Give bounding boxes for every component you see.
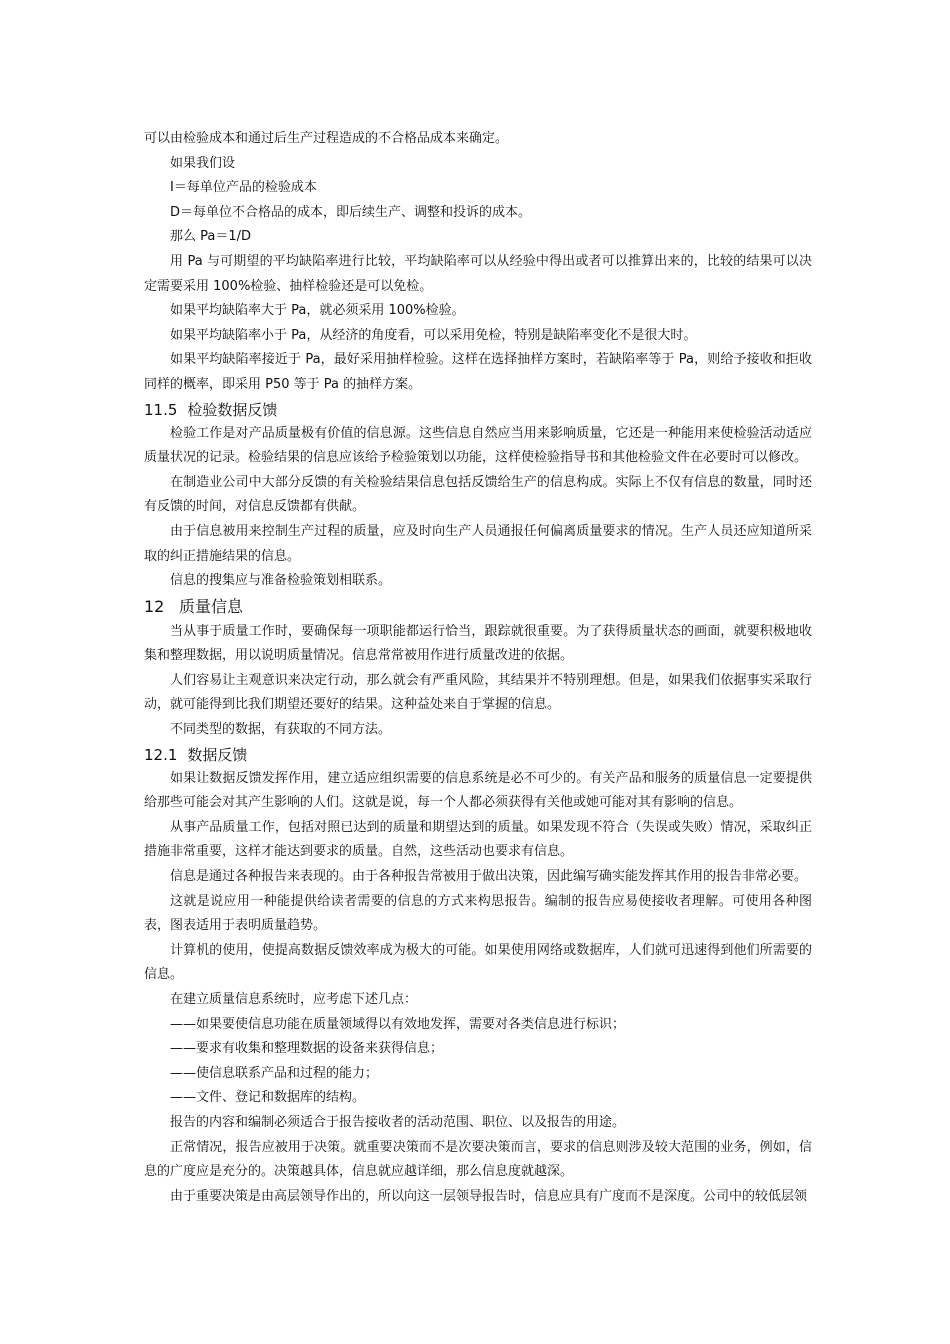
paragraph: 正常情况，报告应被用于决策。就重要决策而不是次要决策而言，要求的信息则涉及较大范围的业务，例如，信息的广度应是充分的。决策越具体，信息就应越详细，那么信息度就越深。 — [144, 1139, 812, 1180]
section-number: 11.5 — [144, 400, 178, 419]
paragraph: 在制造业公司中大部分反馈的有关检验结果信息包括反馈给生产的信息构成。实际上不仅有信息的数量，同时还有反馈的时间，对信息反馈都有供献。 — [144, 474, 812, 515]
document-body — [144, 127, 812, 1209]
paragraph: 信息的搜集应与准备检验策划相联系。 — [170, 573, 392, 589]
paragraph: 人们容易让主观意识来决定行动，那么就会有严重风险，其结果并不特别理想。但是，如果我们依据事实采取行动，就可能得到比我们期望还要好的结果。这种益处来自于掌握的信息。 — [144, 672, 812, 713]
list-item: ——使信息联系产品和过程的能力； — [170, 1065, 379, 1081]
section-number: 12.1 — [144, 745, 178, 764]
paragraph: 当从事于质量工作时，要确保每一项职能都运行恰当，跟踪就很重要。为了获得质量状态的画面，就要积极地收集和整理数据，用以说明质量情况。信息常常被用作进行质量改进的依据。 — [144, 623, 812, 664]
paragraph: 从事产品质量工作，包括对照已达到的质量和期望达到的质量。如果发现不符合（失误或失败）情况，采取纠正措施非常重要，这样才能达到要求的质量。自然，这些活动也要求有信息。 — [144, 819, 812, 860]
paragraph: 在建立质量信息系统时，应考虑下述几点： — [170, 992, 418, 1007]
paragraph: 这就是说应用一种能提供给读者需要的信息的方式来构思报告。编制的报告应易使接收者理解。可使用各种图表，图表适用于表明质量趋势。 — [144, 893, 812, 934]
chapter-title: 质量信息 — [179, 596, 244, 616]
paragraph: 检验工作是对产品质量极有价值的信息源。这些信息自然应当用来影响质量，它还是一种能用来使检验活动适应质量状况的记录。检验结果的信息应该给予检验策划以功能，这样使检验指导书和其他检验文件在必要时可以修改。 — [144, 425, 812, 466]
list-item: ——文件、登记和数据库的结构。 — [170, 1090, 366, 1106]
section-title: 检验数据反馈 — [187, 400, 278, 419]
paragraph: 如果平均缺陷率小于 Pa，从经济的角度看，可以采用免检，特别是缺陷率变化不是很大时。 — [170, 327, 697, 343]
paragraph: 不同类型的数据，有获取的不同方法。 — [170, 722, 392, 738]
paragraph: 计算机的使用，使提高数据反馈效率成为极大的可能。如果使用网络或数据库，人们就可迅速得到他们所需要的信息。 — [144, 942, 812, 983]
paragraph: 如果平均缺陷率大于 Pa，就必须采用 100%检验。 — [170, 303, 465, 319]
paragraph: 报告的内容和编制必须适合于报告接收者的活动范围、职位、以及报告的用途。 — [170, 1114, 626, 1130]
paragraph: 如果让数据反馈发挥作用，建立适应组织需要的信息系统是必不可少的。有关产品和服务的质量信息一定要提供给那些可能会对其产生影响的人们。这就是说，每一个人都必须获得有关他或她可能对其有影响的信息。 — [144, 770, 812, 811]
definition-line: D＝每单位不合格品的成本，即后续生产、调整和投诉的成本。 — [170, 204, 532, 220]
paragraph: 如果平均缺陷率接近于 Pa，最好采用抽样检验。这样在选择抽样方案时，若缺陷率等于 Pa，则给予接收和拒收同样的概率，即采用 P50 等于 Pa 的抽样方案。 — [144, 352, 812, 392]
paragraph: 由于重要决策是由高层领导作出的，所以向这一层领导报告时，信息应具有广度而不是深度。公司中的较低层领 — [170, 1188, 808, 1204]
chapter-number: 12 — [144, 596, 165, 616]
paragraph: 如果我们设 — [170, 155, 236, 171]
paragraph: 用 Pa 与可期望的平均缺陷率进行比较，平均缺陷率可以从经验中得出或者可以推算出来的，比较的结果可以决定需要采用 100%检验、抽样检验还是可以免检。 — [144, 253, 812, 294]
formula-line: 那么 Pa＝1/D — [170, 229, 252, 245]
list-item: ——如果要使信息功能在质量领域得以有效地发挥，需要对各类信息进行标识； — [170, 1016, 626, 1032]
list-item: ——要求有收集和整理数据的设备来获得信息； — [170, 1041, 444, 1057]
section-title: 数据反馈 — [187, 745, 248, 764]
paragraph: 信息是通过各种报告来表现的。由于各种报告常被用于做出决策，因此编写确实能发挥其作用的报告非常必要。 — [170, 869, 808, 885]
section-heading-11-5 — [144, 398, 812, 422]
paragraph: 可以由检验成本和通过后生产过程造成的不合格品成本来确定。 — [144, 131, 509, 146]
section-heading-12-1 — [144, 743, 812, 767]
paragraph: 由于信息被用来控制生产过程的质量，应及时向生产人员通报任何偏离质量要求的情况。生产人员还应知道所采取的纠正措施结果的信息。 — [144, 523, 812, 564]
chapter-heading-12 — [144, 594, 812, 620]
definition-line: I＝每单位产品的检验成本 — [170, 180, 317, 196]
